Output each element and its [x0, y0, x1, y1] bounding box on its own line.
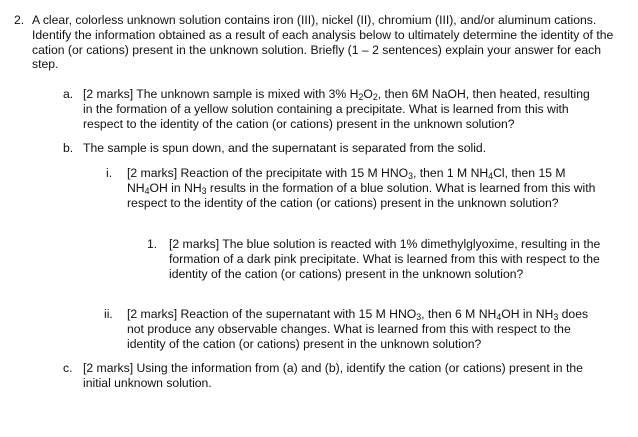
part-c — [63, 361, 596, 391]
part-c-marker: c. — [63, 361, 73, 375]
part-b-ii-text: [2 marks] Reaction of the supernatant with 15 M $HNO_3$, then 6 M $NH_4OH$ in $NH_3$ does not produce any observable changes. What is learned from this with respect to the identity of the cation (or cations) present in the unknown solution? — [127, 307, 589, 351]
part-b-i-1 — [147, 237, 603, 281]
question-2 — [14, 13, 614, 72]
part-b — [63, 141, 603, 156]
part-b-ii-marker: ii. — [104, 307, 113, 321]
part-c-text: [2 marks] Using the information from (a) and (b), identify the cation (or cations) present in the initial unknown solution. — [83, 361, 583, 390]
part-b-text: The sample is spun down, and the supernatant is separated from the solid. — [83, 141, 487, 155]
part-b-marker: b. — [63, 141, 74, 155]
part-a-text: [2 marks] The unknown sample is mixed with 3% $H_2O_2$, then 6M NaOH, then heated, resulting in the formation of a yellow solution containing a precipitate. What is learned from this with respect to the identity of the cation (or cations) present in the unknown solution? — [83, 87, 590, 131]
part-b-i — [106, 166, 596, 210]
question-text: A clear, colorless unknown solution contains iron (III), nickel (II), chromium (III), and/or aluminum cations. Identify the information obtained as a result of each analysis below to ultimately determine the identity of the cation (or cations) present in the unknown solution. Briefly (1 – 2 sentences) explain your answer for each step. — [32, 13, 614, 72]
part-b-i-1-marker: 1. — [147, 237, 158, 251]
part-b-i-1-text: [2 marks] The blue solution is reacted with 1% dimethylglyoxime, resulting in the formation of a dark pink precipitate. What is learned from this with respect to the identity of the cation (or cations) present in the unknown solution? — [169, 237, 601, 281]
part-b-i-text: [2 marks] Reaction of the precipitate with 15 M $HNO_3$, then 1 M $NH_4Cl$, then 15 M $NH_4OH$ in $NH_3$ results in the formation of a blue solution. What is learned from this with respect to the identity of the cation (or cations) present in the unknown solution? — [127, 166, 596, 210]
part-a — [63, 87, 596, 131]
part-b-ii — [104, 307, 597, 351]
part-a-marker: a. — [63, 87, 74, 101]
part-b-i-marker: i. — [106, 166, 113, 180]
question-number: 2. — [14, 13, 25, 27]
